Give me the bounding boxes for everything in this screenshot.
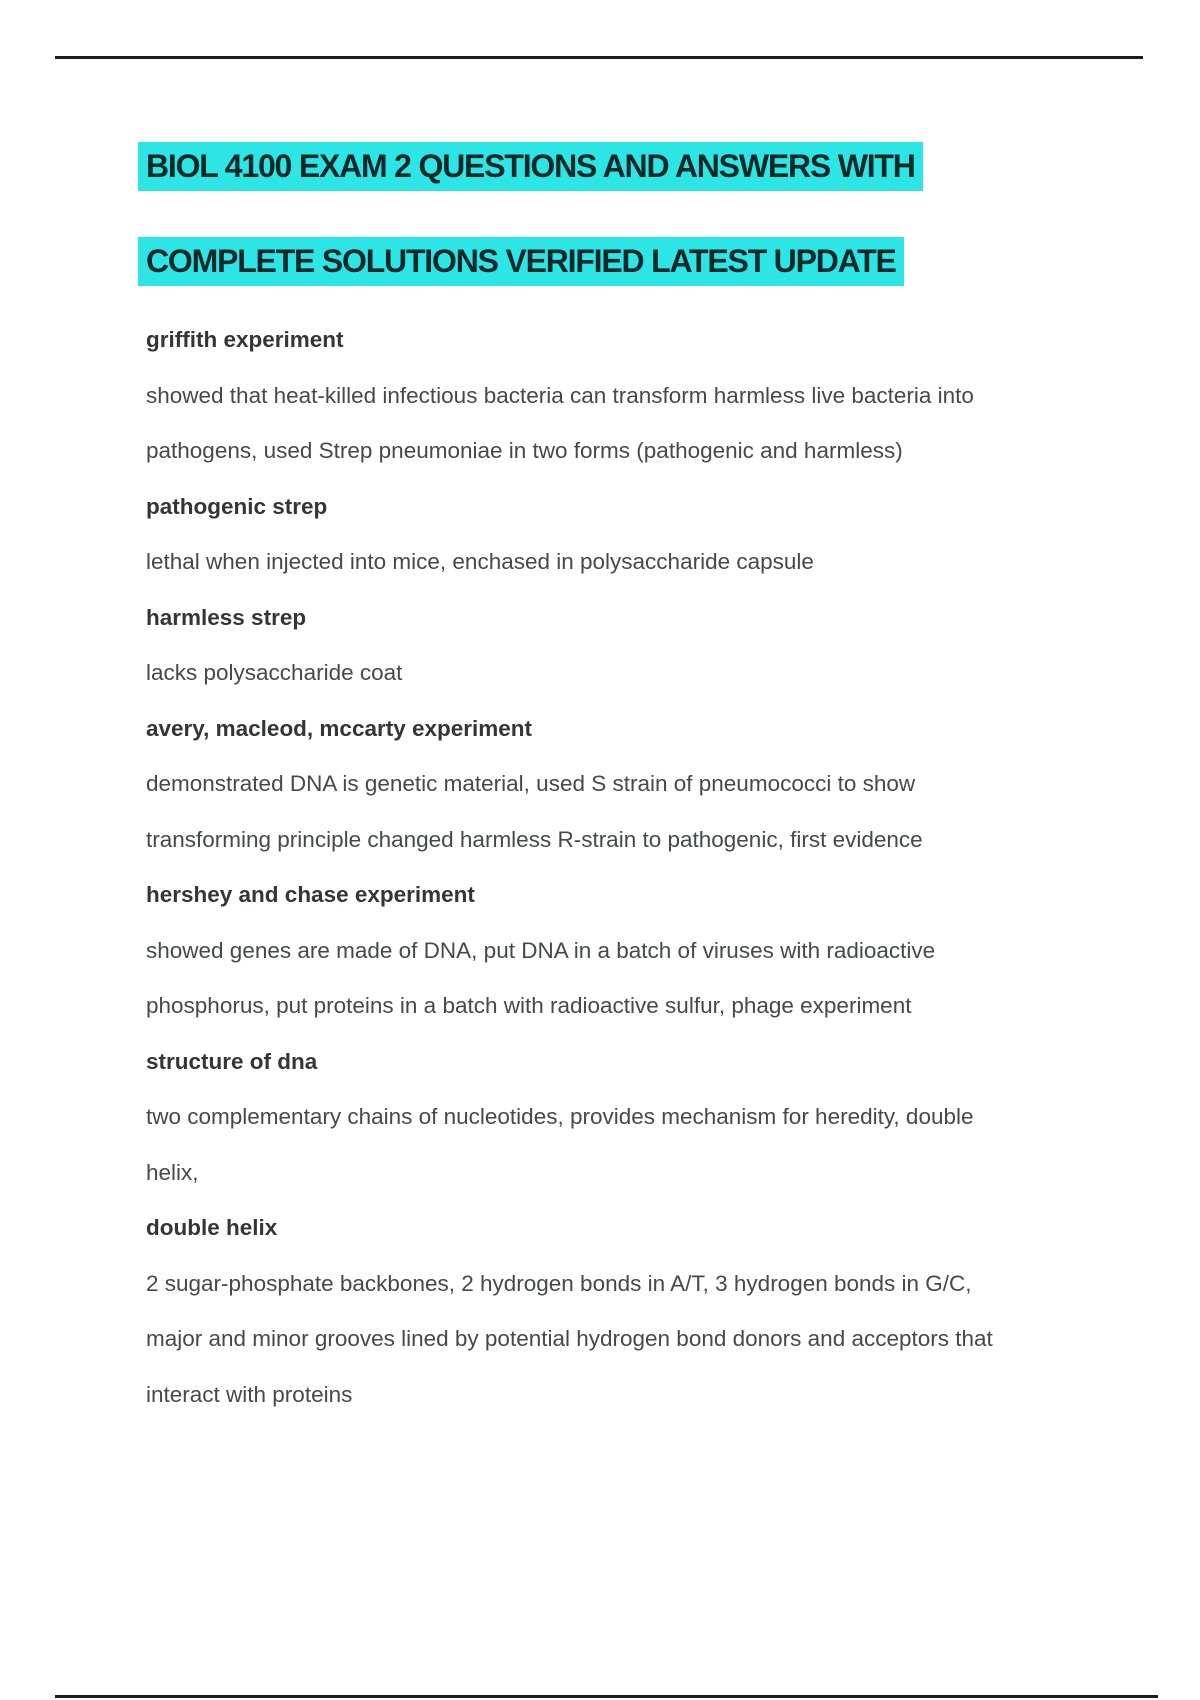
qa-definition-line: two complementary chains of nucleotides, provides mechanism for heredity, double: [146, 1104, 974, 1129]
document-content: [146, 142, 1126, 1422]
qa-item: [146, 1200, 1126, 1422]
qa-definition-line: lacks polysaccharide coat: [146, 660, 403, 685]
qa-item: [146, 479, 1126, 590]
qa-definition-line: showed that heat-killed infectious bacteria can transform harmless live bacteria into: [146, 382, 974, 408]
qa-definition-line: pathogens, used Strep pneumoniae in two forms (pathogenic and harmless): [146, 438, 903, 463]
qa-term: structure of dna: [146, 1048, 318, 1074]
qa-definition-line: lethal when injected into mice, enchased in polysaccharide capsule: [146, 549, 814, 574]
qa-term: hershey and chase experiment: [146, 882, 475, 907]
qa-term: avery, macleod, mccarty experiment: [146, 715, 533, 741]
qa-term: double helix: [146, 1215, 278, 1240]
qa-item: [146, 701, 1126, 868]
title-highlight-2: COMPLETE SOLUTIONS VERIFIED LATEST UPDATE: [138, 237, 904, 286]
qa-item: [146, 590, 1126, 701]
qa-item: [146, 312, 1126, 479]
title-highlight-1: BIOL 4100 EXAM 2 QUESTIONS AND ANSWERS WITH: [138, 142, 923, 191]
qa-item: [146, 1034, 1126, 1201]
qa-term: pathogenic strep: [146, 493, 328, 519]
qa-term: harmless strep: [146, 604, 307, 630]
document-title-line-1: [146, 142, 1126, 191]
qa-definition-line: phosphorus, put proteins in a batch with radioactive sulfur, phage experiment: [146, 993, 912, 1018]
qa-list: [146, 312, 1126, 1422]
bottom-horizontal-rule: [55, 1695, 1158, 1698]
qa-definition-line: helix,: [146, 1159, 199, 1185]
top-horizontal-rule: [55, 56, 1143, 59]
qa-definition-line: transforming principle changed harmless R-strain to pathogenic, first evidence: [146, 826, 923, 852]
qa-definition-line: 2 sugar-phosphate backbones, 2 hydrogen bonds in A/T, 3 hydrogen bonds in G/C,: [146, 1270, 972, 1296]
qa-definition-line: showed genes are made of DNA, put DNA in a batch of viruses with radioactive: [146, 937, 936, 963]
qa-term: griffith experiment: [146, 327, 344, 352]
qa-item: [146, 867, 1126, 1034]
document-title-line-2: [146, 237, 1126, 286]
qa-definition-line: demonstrated DNA is genetic material, used S strain of pneumococci to show: [146, 771, 916, 796]
qa-definition-line: major and minor grooves lined by potential hydrogen bond donors and acceptors that: [146, 1326, 993, 1351]
qa-definition-line: interact with proteins: [146, 1381, 353, 1407]
